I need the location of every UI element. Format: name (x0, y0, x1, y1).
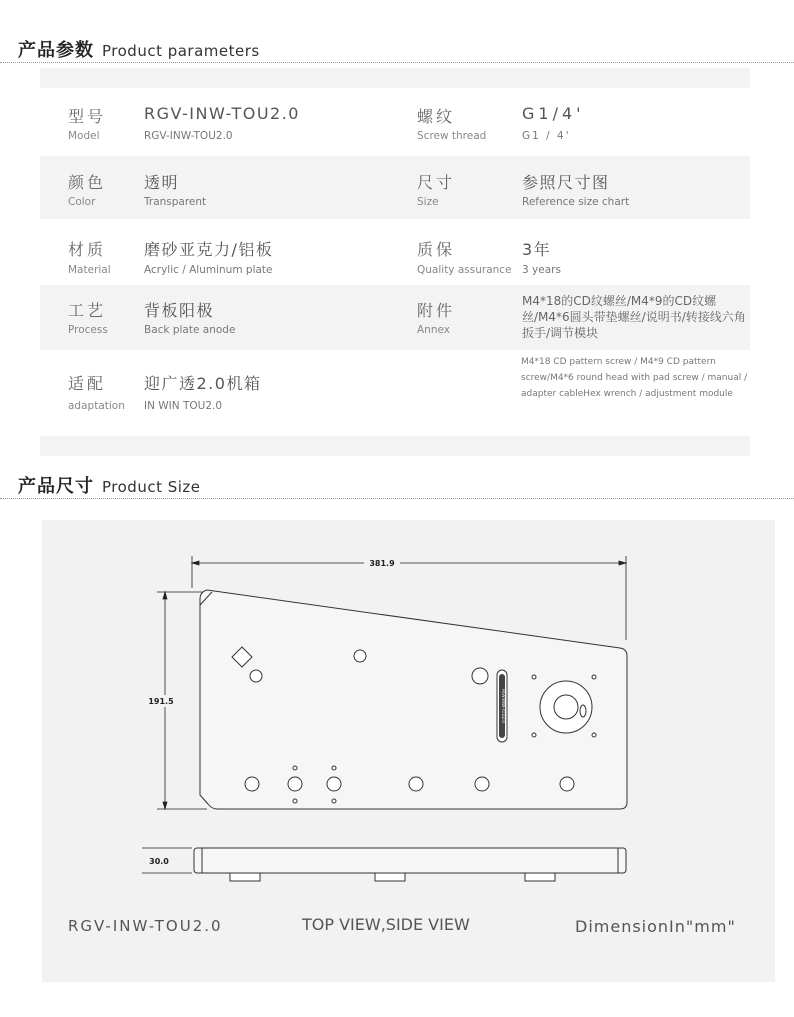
param-value-cn: G1/4' (522, 104, 585, 123)
param-label-en: adaptation (68, 400, 125, 412)
param-value-en: G1 / 4' (522, 130, 571, 142)
param-value-cn: RGV-INW-TOU2.0 (144, 104, 300, 123)
params-section-header (18, 36, 260, 62)
param-label-en: Color (68, 196, 96, 208)
param-value-en: Transparent (144, 196, 207, 208)
size-drawing-panel (42, 520, 775, 982)
param-value-annex-en: M4*18 CD pattern screw / M4*9 CD pattern screw/M4*6 round head with pad screw / manual / adapter cableHex wrench / adjustment module (521, 357, 748, 399)
dim-thickness-label: 30.0 (149, 857, 169, 866)
param-row-color (40, 156, 750, 219)
param-value-cn: 透明 (144, 173, 180, 192)
param-value-en: Reference size chart (522, 196, 630, 208)
param-value-cn: 磨砂亚克力/铝板 (144, 240, 274, 259)
size-title-en: Product Size (102, 478, 201, 496)
param-value-en: IN WIN TOU2.0 (144, 400, 223, 412)
params-table (40, 68, 750, 456)
param-value-cn: 迎广透2.0机箱 (144, 374, 262, 393)
params-title-cn: 产品参数 (18, 40, 94, 61)
param-value-en: 3 years (522, 264, 561, 276)
params-title-en: Product parameters (102, 42, 260, 60)
param-row-material (40, 219, 750, 285)
caption-model: RGV-INW-TOU2.0 (68, 917, 223, 935)
size-title-cn: 产品尺寸 (18, 476, 94, 497)
param-value-cn: 3年 (522, 240, 552, 259)
dim-width-label: 381.9 (369, 559, 395, 568)
param-label-en: Screw thread (417, 130, 487, 142)
params-bottom-band (40, 436, 750, 456)
param-label-cn: 尺寸 (417, 173, 456, 192)
param-label-cn: 适配 (68, 374, 107, 393)
param-label-cn: 型号 (68, 107, 107, 126)
params-divider (0, 62, 794, 63)
param-value-en: Back plate anode (144, 324, 236, 336)
size-section-header (18, 472, 201, 498)
param-row-model (40, 68, 750, 156)
param-label-cn: 颜色 (68, 173, 107, 192)
param-row-adaptation (40, 350, 750, 436)
param-label-en: Model (68, 130, 100, 142)
param-row-process (40, 285, 750, 350)
param-label-en: Material (68, 264, 111, 276)
technical-drawing (42, 520, 775, 982)
param-value-cn: 参照尺寸图 (522, 173, 610, 192)
plate-label-text: RGV-INW-TOU2.0 (501, 689, 506, 723)
param-label-en: Size (417, 196, 439, 208)
param-label-en: Annex (417, 324, 450, 336)
param-value-annex: M4*18的CD纹螺丝/M4*9的CD纹螺丝/M4*6圆头带垫螺丝/说明书/转接线六角扳手/调节模块 (522, 294, 746, 340)
param-label-cn: 质保 (417, 240, 456, 259)
param-value-en: Acrylic / Aluminum plate (144, 264, 273, 276)
row-top-band (40, 68, 750, 88)
param-label-cn: 附件 (417, 301, 456, 320)
caption-units: DimensionIn"mm" (575, 917, 736, 936)
size-divider (0, 498, 794, 499)
caption-views: TOP VIEW,SIDE VIEW (302, 915, 470, 934)
param-value-en: RGV-INW-TOU2.0 (144, 130, 233, 142)
param-label-cn: 工艺 (68, 301, 107, 320)
side-view-plate (194, 848, 626, 881)
param-label-en: Quality assurance (417, 264, 512, 276)
param-value-cn: 背板阳极 (144, 301, 215, 320)
param-label-cn: 螺纹 (417, 107, 456, 126)
param-label-cn: 材质 (68, 240, 107, 259)
dim-height-label: 191.5 (148, 697, 174, 706)
param-label-en: Process (68, 324, 108, 336)
